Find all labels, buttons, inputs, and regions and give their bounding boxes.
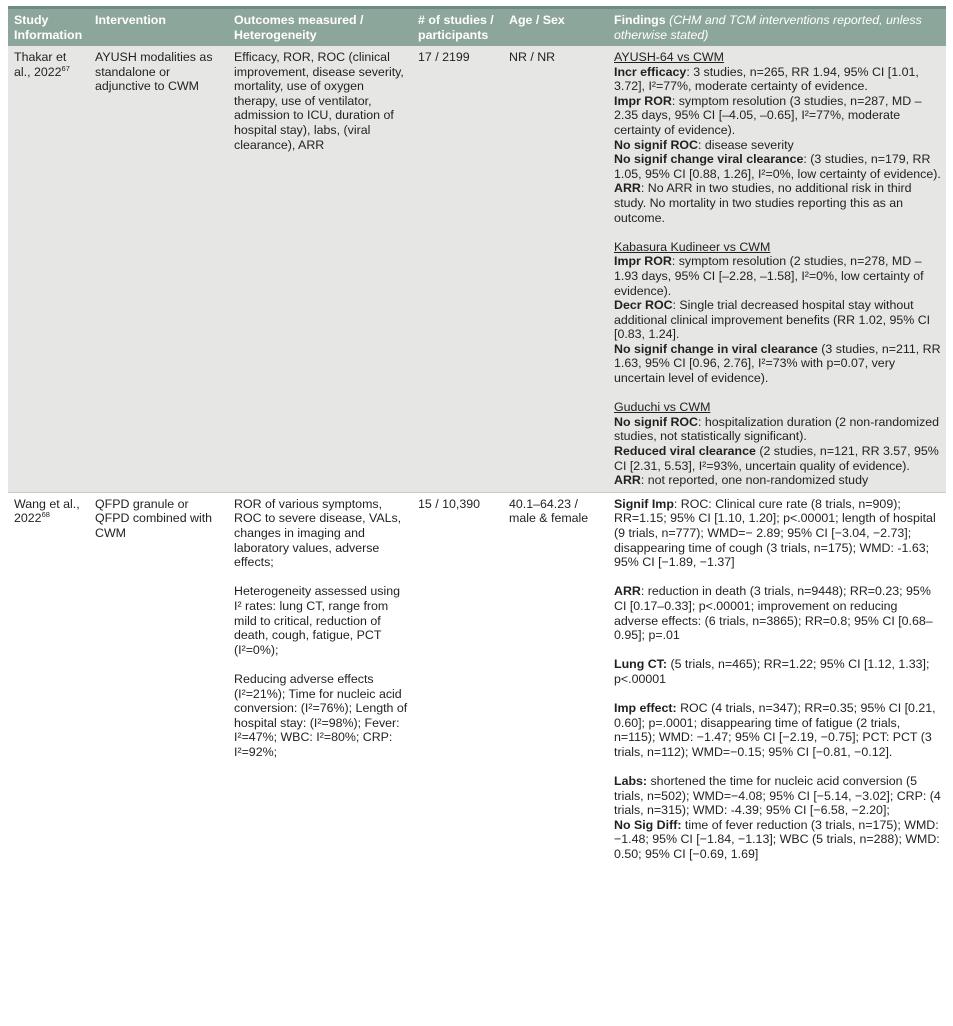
study-ref: 68 [41, 510, 50, 520]
header-findings [608, 9, 946, 46]
finding-item: Impr ROR: symptom resolution (3 studies, n=287, MD –2.35 days, 95% CI [–4.05, –0.65], I²=77%, moderate certainty of evidence). [614, 93, 922, 137]
cell-outcomes: Efficacy, ROR, ROC (clinical improvement, disease severity, mortality, use of oxygen therapy, use of ventilator, admission to ICU, duration of hospital stay), labs, (viral clearance), ARR [228, 46, 412, 492]
finding-item: No signif ROC: disease severity [614, 137, 794, 152]
header-findings-label: Findings [614, 13, 666, 27]
cell-intervention: AYUSH modalities as standalone or adjunctive to CWM [89, 46, 228, 492]
finding-item: Signif Imp: ROC: Clinical cure rate (8 trials, n=909); RR=1.15; 95% CI [1.10, 1.20]; p<.00001; length of hospital (9 trials, n=777); WMD=− 2.89; 95% CI [−3.04, −2.73]; disappearing time of cough (3 trials, n=175); WMD: -1.63; 95% CI [−1.89, −1.37] [614, 496, 936, 570]
section-title-kabasura: Kabasura Kudineer vs CWM [614, 239, 771, 254]
header-studies: # of studies / participants [412, 9, 503, 46]
cell-findings [608, 492, 946, 865]
outcomes-paragraph: ROR of various symptoms, ROC to severe disease, VALs, changes in imaging and laboratory values, adverse effects; [234, 496, 402, 570]
finding-item: No signif ROC: hospitalization duration (2 non-randomized studies, not statistically significant). [614, 414, 940, 444]
cell-intervention: QFPD granule or QFPD combined with CWM [89, 492, 228, 865]
cell-outcomes [228, 492, 412, 865]
cell-age-sex: NR / NR [503, 46, 608, 492]
finding-item: Lung CT: (5 trials, n=465); RR=1.22; 95% CI [1.12, 1.33]; p<.00001 [614, 657, 930, 686]
cell-study [8, 492, 89, 865]
header-findings-note: (CHM and TCM interventions reported, unless otherwise stated) [614, 13, 922, 42]
finding-item: Incr efficacy: 3 studies, n=265, RR 1.94, 95% CI [1.01, 3.72], I²=77%, moderate certainty of evidence. [614, 64, 919, 94]
evidence-table-wrapper [8, 6, 946, 866]
finding-item: ARR: not reported, one non-randomized study [614, 473, 869, 488]
finding-item: No signif change viral clearance: (3 studies, n=179, RR 1.05, 95% CI [0.88, 1.26], I²=0%, low certainty of evidence). [614, 152, 941, 181]
header-age-sex: Age / Sex [503, 9, 608, 46]
header-study: Study Information [8, 9, 89, 46]
outcomes-paragraph: Heterogeneity assessed using I² rates: lung CT, range from mild to critical, reduction of death, cough, fatigue, PCT (I²=0%); [234, 584, 400, 657]
study-name: Thakar et al., 2022 [14, 50, 67, 79]
cell-studies: 17 / 2199 [412, 46, 503, 492]
section-title-guduchi: Guduchi vs CWM [614, 400, 711, 415]
finding-item: Labs: shortened the time for nucleic acid conversion (5 trials, n=502); WMD=−4.08; 95% CI [−5.14, −3.02]; CRP: (4 trials, n=315); WMD: -4.39; 95% CI [−6.58, −2.20]; [614, 774, 941, 818]
cell-studies: 15 / 10,390 [412, 492, 503, 865]
cell-study [8, 46, 89, 492]
table-row [8, 46, 946, 492]
finding-item: Impr ROR: symptom resolution (2 studies, n=278, MD –1.93 days, 95% CI [–2.28, –1.58], I²=0%, low certainty of evidence). [614, 254, 924, 298]
study-name: Wang et al., 2022 [14, 496, 80, 526]
evidence-table [8, 9, 946, 866]
finding-item: Reduced viral clearance (2 studies, n=121, RR 3.57, 95% CI [2.31, 5.53], I²=93%, uncertain quality of evidence). [614, 444, 939, 473]
cell-age-sex: 40.1–64.23 / male & female [503, 492, 608, 865]
finding-item: ARR: No ARR in two studies, no additional risk in third study. No mortality in two studies reporting this as an outcome. [614, 181, 912, 225]
header-outcomes: Outcomes measured / Heterogeneity [228, 9, 412, 46]
cell-findings [608, 46, 946, 492]
table-header-row [8, 9, 946, 46]
finding-item: ARR: reduction in death (3 trials, n=9448); RR=0.23; 95% CI [0.17–0.33]; p<.00001; improvement on reducing adverse effects: (6 trials, n=3865); RR=0.8; 95% CI [0.68–0.95]; p=.01 [614, 584, 933, 643]
header-intervention: Intervention [89, 9, 228, 46]
finding-item: No Sig Diff: time of fever reduction (3 trials, n=175); WMD: −1.48; 95% CI [−1.84, −1.13]; WBC (5 trials, n=288); WMD: 0.50; 95% CI [−0.69, 1.69] [614, 817, 940, 862]
finding-item: No signif change in viral clearance (3 studies, n=211, RR 1.63, 95% CI [0.96, 2.76], I²=73% with p=0.07, very uncertain level of evidence). [614, 341, 941, 386]
finding-item: Decr ROC: Single trial decreased hospital stay without additional clinical improvement benefits (RR 1.02, 95% CI [0.83, 1.24]. [614, 298, 931, 342]
study-ref: 67 [61, 63, 70, 73]
finding-item: Imp effect: ROC (4 trials, n=347); RR=0.35; 95% CI [0.21, 0.60]; p=.0001; disappearing time of fatigue (2 trials, n=115); WMD: −1.47; 95% CI [−2.19, −0.75]; PCT: PCT (3 trials, n=112); WMD=−0.15; 95% CI [−0.81, −0.12]. [614, 701, 936, 759]
outcomes-paragraph: Reducing adverse effects (I²=21%); Time for nucleic acid conversion: (I²=76%); Length of hospital stay: (I²=98%); Fever: I²=47%; WBC: I²=80%; CRP: I²=92%; [234, 671, 408, 759]
table-row [8, 492, 946, 865]
section-title-ayush: AYUSH-64 vs CWM [614, 50, 724, 64]
